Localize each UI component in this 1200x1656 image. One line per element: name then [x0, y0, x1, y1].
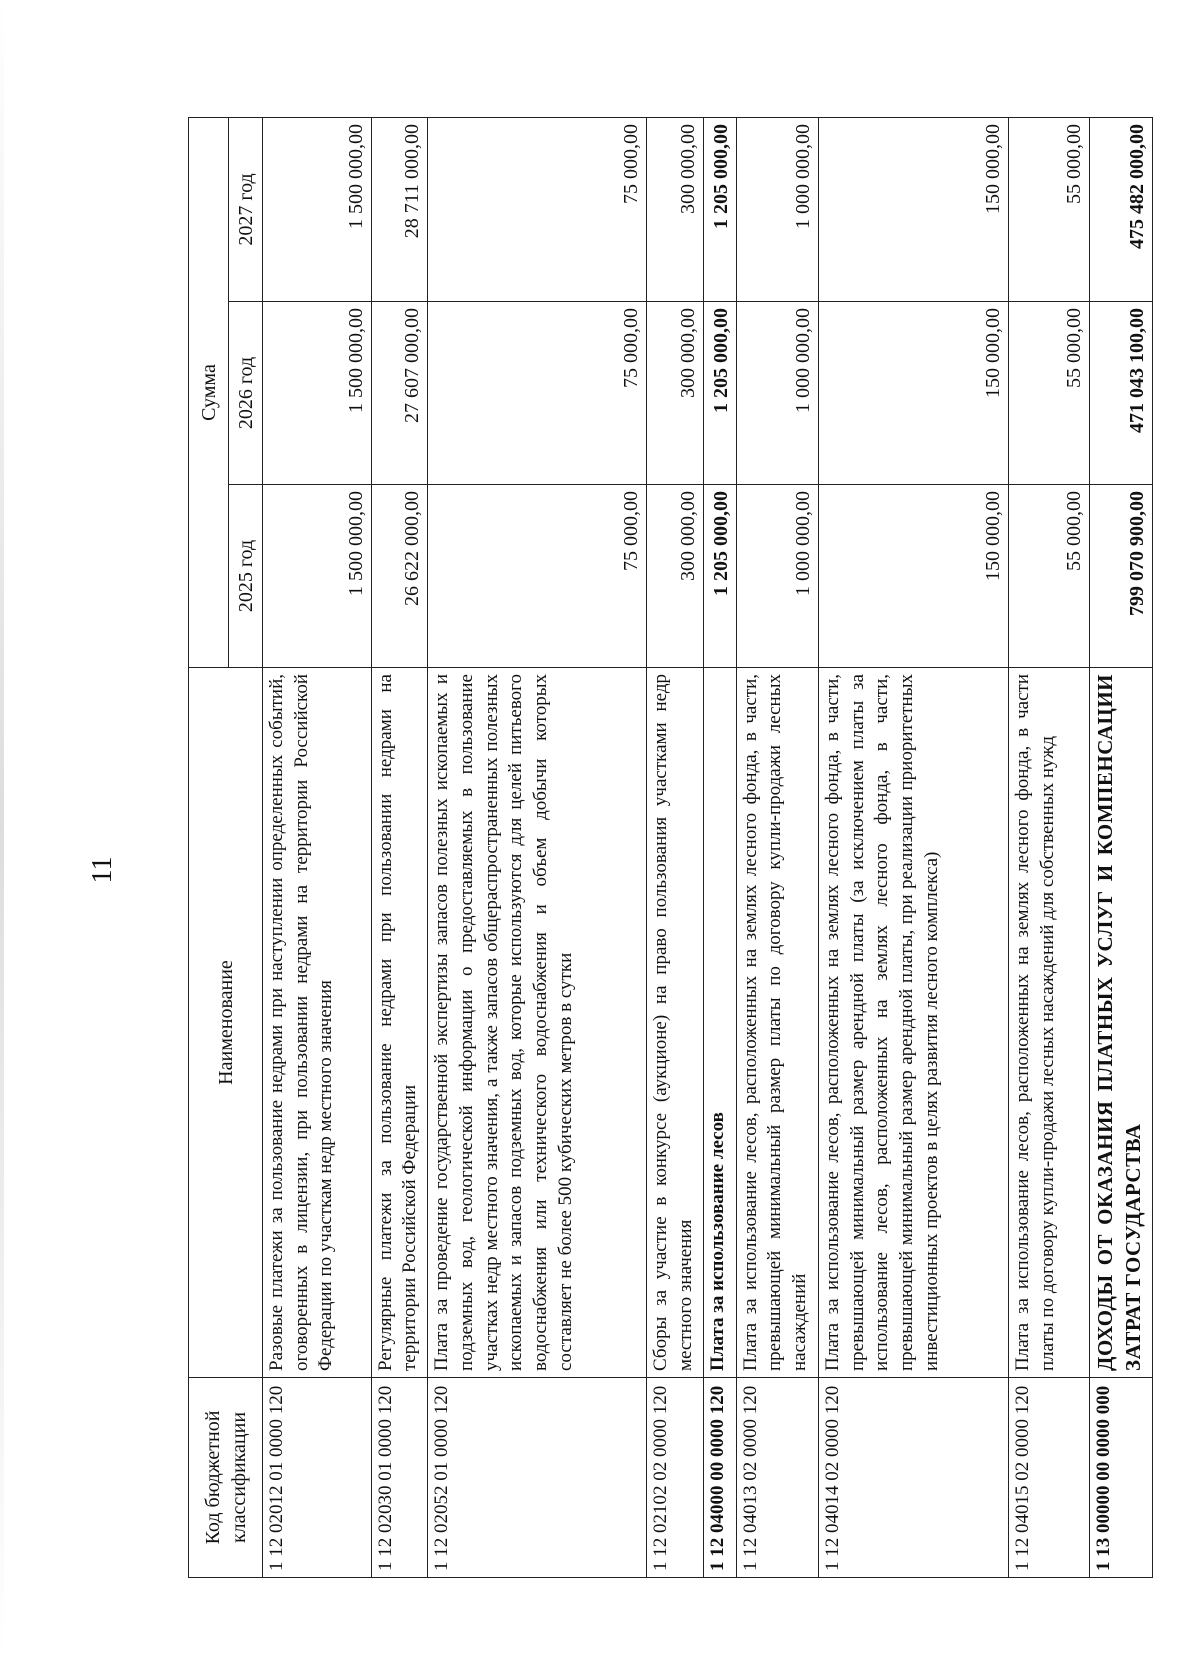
- row-value-2026: 1 500 000,00: [263, 302, 372, 485]
- row-value-2027: 1 000 000,00: [736, 117, 819, 301]
- row-code: 1 12 04000 00 0000 120: [704, 1378, 736, 1578]
- row-value-2027: 300 000,00: [647, 117, 704, 301]
- table-row-subtotal: [704, 117, 736, 1577]
- table-row: [263, 117, 372, 1577]
- row-value-2025: 26 622 000,00: [371, 485, 428, 668]
- table-row: [428, 117, 647, 1577]
- page-number: 11: [87, 856, 118, 884]
- row-code: 1 12 02012 01 0000 120: [263, 1378, 372, 1578]
- row-value-2025: 300 000,00: [647, 485, 704, 668]
- scan-edge-shadow: [0, 0, 4, 1656]
- row-value-2025: 150 000,00: [819, 485, 1009, 668]
- budget-revenue-table: [188, 117, 1153, 1578]
- row-code: 1 12 04014 02 0000 120: [819, 1378, 1009, 1578]
- table-row: [371, 117, 428, 1577]
- row-value-2025: 1 205 000,00: [704, 485, 736, 668]
- row-name: Сборы за участие в конкурсе (аукционе) на право пользования участками недр местного значения: [647, 668, 704, 1378]
- table-row: [1008, 117, 1089, 1577]
- row-value-2026: 471 043 100,00: [1090, 302, 1153, 485]
- header-2026: 2026 год: [229, 302, 263, 485]
- table-row: [647, 117, 704, 1577]
- header-2027: 2027 год: [229, 117, 263, 301]
- row-value-2027: 475 482 000,00: [1090, 117, 1153, 301]
- header-name: Наименование: [189, 668, 263, 1378]
- row-name: Плата за использование лесов: [704, 668, 736, 1378]
- row-value-2026: 75 000,00: [428, 302, 647, 485]
- row-code: 1 13 00000 00 0000 000: [1090, 1378, 1153, 1578]
- row-name: Регулярные платежи за пользование недрами при пользовании недрами на территории Российской Федерации: [371, 668, 428, 1378]
- row-value-2026: 1 000 000,00: [736, 302, 819, 485]
- row-value-2027: 150 000,00: [819, 117, 1009, 301]
- row-value-2027: 75 000,00: [428, 117, 647, 301]
- header-code: Код бюджетной классификации: [189, 1378, 263, 1578]
- header-2025: 2025 год: [229, 485, 263, 668]
- row-code: 1 12 04015 02 0000 120: [1008, 1378, 1089, 1578]
- rotated-table-container: [188, 118, 1153, 1578]
- row-value-2025: 799 070 900,00: [1090, 485, 1153, 668]
- row-name: Плата за использование лесов, расположенных на землях лесного фонда, в части, превышающей минимальный размер платы по договору купли-продажи лесных насаждений: [736, 668, 819, 1378]
- table-row: [819, 117, 1009, 1577]
- row-code: 1 12 02052 01 0000 120: [428, 1378, 647, 1578]
- row-code: 1 12 02030 01 0000 120: [371, 1378, 428, 1578]
- row-code: 1 12 04013 02 0000 120: [736, 1378, 819, 1578]
- row-value-2025: 1 500 000,00: [263, 485, 372, 668]
- row-value-2027: 55 000,00: [1008, 117, 1089, 301]
- row-value-2025: 1 000 000,00: [736, 485, 819, 668]
- row-value-2026: 1 205 000,00: [704, 302, 736, 485]
- row-name: Плата за проведение государственной экспертизы запасов полезных ископаемых и подземных вод, геологической информации о предоставляемых в пользование участках недр местного значения, а также запасов общераспространенных полезных ископаемых и запасов подземных вод, которые используются для целей питьевого водоснабжения или технического водоснабжения и объем добычи которых составляет не более 500 кубических метров в сутки: [428, 668, 647, 1378]
- row-value-2026: 150 000,00: [819, 302, 1009, 485]
- row-value-2026: 55 000,00: [1008, 302, 1089, 485]
- row-code: 1 12 02102 02 0000 120: [647, 1378, 704, 1578]
- row-value-2027: 28 711 000,00: [371, 117, 428, 301]
- row-name: Разовые платежи за пользование недрами при наступлении определенных событий, оговоренных в лицензии, при пользовании недрами на территории Российской Федерации по участкам недр местного значения: [263, 668, 372, 1378]
- row-name: ДОХОДЫ ОТ ОКАЗАНИЯ ПЛАТНЫХ УСЛУГ И КОМПЕНСАЦИИ ЗАТРАТ ГОСУДАРСТВА: [1090, 668, 1153, 1378]
- row-value-2026: 300 000,00: [647, 302, 704, 485]
- table-row-total: [1090, 117, 1153, 1577]
- row-value-2027: 1 205 000,00: [704, 117, 736, 301]
- row-name: Плата за использование лесов, расположенных на землях лесного фонда, в части, превышающей минимальный размер арендной платы (за исключением платы за использование лесов, расположенных на землях лесного фонда, в части, превышающей минимальный размер арендной платы, при реализации приоритетных инвестиционных проектов в целях развития лесного комплекса): [819, 668, 1009, 1378]
- row-value-2027: 1 500 000,00: [263, 117, 372, 301]
- row-value-2025: 55 000,00: [1008, 485, 1089, 668]
- row-value-2026: 27 607 000,00: [371, 302, 428, 485]
- row-value-2025: 75 000,00: [428, 485, 647, 668]
- row-name: Плата за использование лесов, расположенных на землях лесного фонда, в части платы по договору купли-продажи лесных насаждений для собственных нужд: [1008, 668, 1089, 1378]
- table-row: [736, 117, 819, 1577]
- header-sum: Сумма: [189, 117, 229, 667]
